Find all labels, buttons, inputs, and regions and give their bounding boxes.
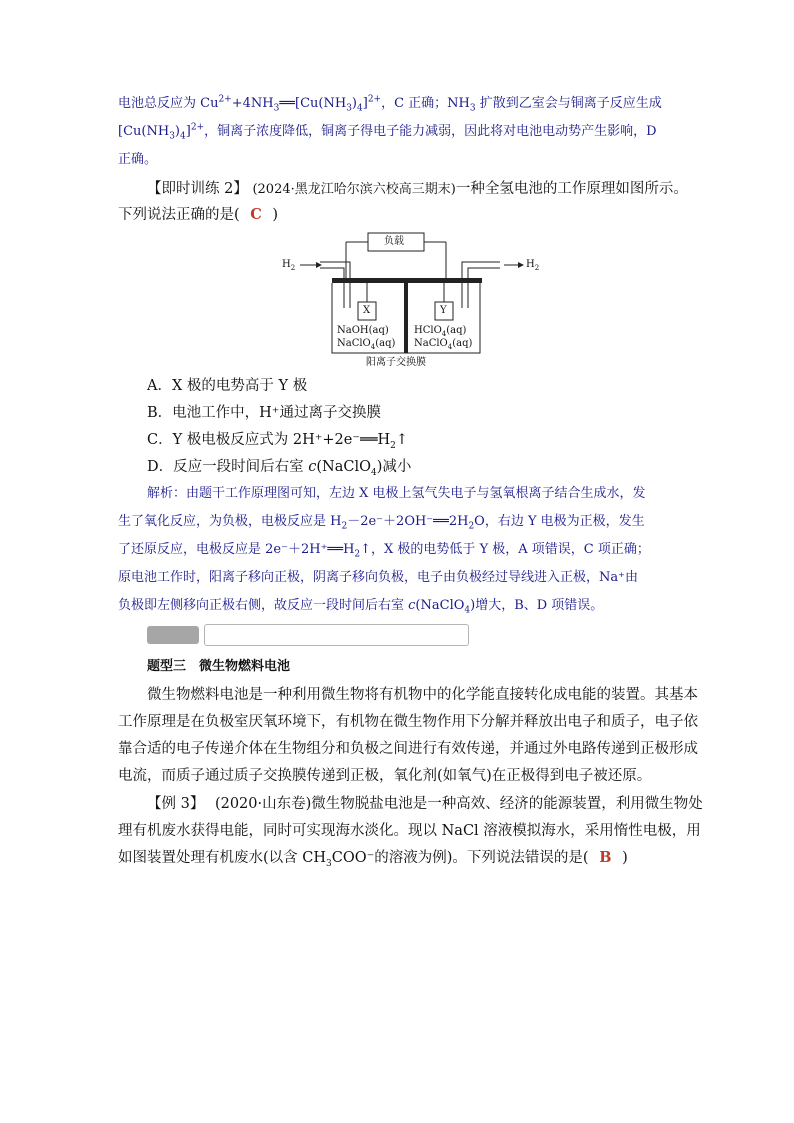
hydrogen-cell-diagram xyxy=(280,228,540,370)
example3-answer: B xyxy=(599,849,612,866)
electrode-y-label: Y xyxy=(440,305,447,316)
h2-outlet-label: $H_2$ xyxy=(526,259,540,272)
section3-title: 题型三 微生物燃料电池 xyxy=(147,659,291,674)
option-d: D．反应一段时间后右室 c(NaClO$_4$)减小 xyxy=(147,459,412,478)
option-c: C．Y 极电极反应式为 $2H^++2e^-══H_2↑$ xyxy=(147,432,409,451)
membrane-label: 阳离子交换膜 xyxy=(366,357,426,368)
analysis2-line-1: 解析：由题干工作原理图可知，左边 X 电极上氢气失电子与氢氧根离子结合生成水，发 xyxy=(147,486,646,501)
left-solution-1: NaOH(aq) xyxy=(337,325,389,336)
exercise2-answer: C xyxy=(250,206,262,223)
example3-tag: 【例 3】 xyxy=(147,796,205,812)
option-a: A．X 极的电势高于 Y 极 xyxy=(147,378,308,394)
section-tag-bar xyxy=(147,626,199,644)
exercise2-line-2: 下列说法正确的是( C ) xyxy=(118,206,279,223)
section3-para-line-4: 电流，而质子通过质子交换膜传递到正极，氧化剂(如氧气)在正极得到电子被还原。 xyxy=(118,768,652,784)
left-solution-2: NaClO$_4$(aq) xyxy=(337,338,396,351)
exercise2-source: (2024·黑龙江哈尔滨六校高三期末) xyxy=(252,182,456,197)
analysis-cont-line-2: $[Cu(NH_3)_4]^{2+}$，铜离子浓度降低，铜离子得电子能力减弱，因此将对电池电动势产生影响，D xyxy=(118,122,657,142)
load-label: 负载 xyxy=(384,236,404,247)
exercise2-tag: 【即时训练 2】 xyxy=(147,181,248,197)
analysis2-line-2: 生了氧化反应，为负极，电极反应是 $H_2-2e^-+2OH^-══2H_2O$，右边 Y 电极为正极，发生 xyxy=(118,514,645,532)
section3-para-line-1: 微生物燃料电池是一种利用微生物将有机物中的化学能直接转化成电能的装置。其基本 xyxy=(147,687,698,703)
analysis2-line-3: 了还原反应，电极反应是 $2e^-+2H^+══H_2↑$，X 极的电势低于 Y 极，A 项错误，C 项正确； xyxy=(118,542,650,560)
analysis2-line-5: 负极即左侧移向正极右侧，故反应一段时间后右室 c(NaClO$_4$)增大，B、D 项错误。 xyxy=(118,598,604,616)
analysis-cont-line-3: 正确。 xyxy=(118,152,158,167)
section3-para-line-2: 工作原理是在负极室厌氧环境下，有机物在微生物作用下分解并释放出电子和质子，电子依 xyxy=(118,714,698,730)
exercise2-line-1: 【即时训练 2】 (2024·黑龙江哈尔滨六校高三期末)一种全氢电池的工作原理如图所示。 xyxy=(147,181,688,197)
right-solution-2: NaClO$_4$(aq) xyxy=(414,338,473,351)
example3-line-2: 理有机废水获得电能，同时可实现海水淡化。现以 NaCl 溶液模拟海水，采用惰性电极，用 xyxy=(118,823,701,839)
example3-line-1: 【例 3】 (2020·山东卷)微生物脱盐电池是一种高效、经济的能源装置，利用微生物处 xyxy=(147,796,703,812)
h2-inlet-label: $H_2$ xyxy=(282,259,296,272)
analysis2-line-4: 原电池工作时，阳离子移向正极，阴离子移向负极，电子由负极经过导线进入正极，Na⁺由 xyxy=(118,570,638,585)
electrode-x-label: X xyxy=(363,305,371,316)
option-b: B．电池工作中，H⁺通过离子交换膜 xyxy=(147,405,381,421)
section-title-box xyxy=(204,624,469,646)
analysis-cont-line-1: 电池总反应为 $Cu^{2+}+4NH_3══[Cu(NH_3)_4]^{2+}$，C 正确；$NH_3$ 扩散到乙室会与铜离子反应生成 xyxy=(118,94,662,114)
cell-drawing xyxy=(280,228,540,370)
right-solution-1: HClO$_4$(aq) xyxy=(414,325,467,338)
example3-line-3: 如图装置处理有机废水(以含 $CH_3COO^-$的溶液为例)。下列说法错误的是( B ) xyxy=(118,849,628,869)
section3-para-line-3: 靠合适的电子传递介体在生物组分和负极之间进行有效传递，并通过外电路传递到正极形成 xyxy=(118,741,698,757)
